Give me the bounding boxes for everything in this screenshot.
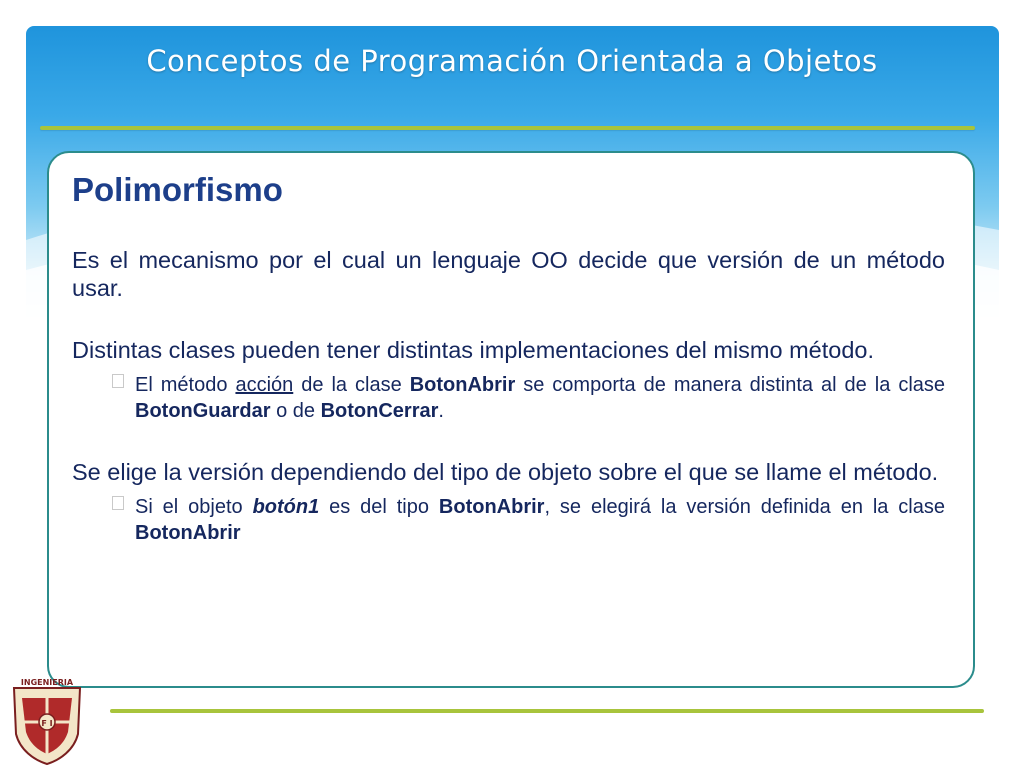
bullet-icon: [112, 496, 124, 510]
slide-title: Conceptos de Programación Orientada a Objetos: [146, 44, 878, 78]
class-name: BotonGuardar: [135, 400, 271, 422]
class-name: BotonAbrir: [135, 522, 241, 544]
class-name: BotonCerrar: [320, 400, 439, 422]
bottom-divider: [110, 709, 984, 713]
logo-letters: F I: [41, 719, 53, 728]
class-name: BotonAbrir: [409, 374, 516, 396]
top-divider: [40, 126, 975, 130]
list-item: El método acción de la clase BotonAbrir se comporta de manera distinta al de la clase BotonGuardar o de BotonCerrar.: [72, 372, 945, 424]
logo-text: INGENIERIA: [20, 678, 74, 687]
content-area: [72, 170, 945, 546]
class-name: BotonAbrir: [438, 496, 545, 518]
faculty-logo: [8, 674, 86, 766]
list-item: Si el objeto botón1 es del tipo BotonAbrir, se elegirá la versión definida en la clase BotonAbrir: [72, 494, 945, 546]
bullet-icon: [112, 374, 124, 388]
paragraph-selection: Se elige la versión dependiendo del tipo de objeto sobre el que se llame el método.: [72, 459, 939, 485]
object-name: botón1: [252, 496, 320, 518]
section-heading: Polimorfismo: [72, 171, 283, 208]
method-name: acción: [235, 374, 294, 396]
paragraph-classes: Distintas clases pueden tener distintas implementaciones del mismo método.: [72, 337, 875, 363]
paragraph-definition: Es el mecanismo por el cual un lenguaje OO decide que versión de un método usar.: [72, 247, 945, 301]
